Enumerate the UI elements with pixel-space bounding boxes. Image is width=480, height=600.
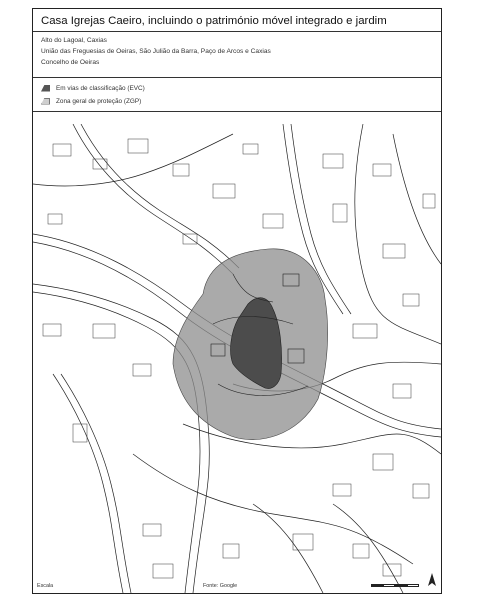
header-divider [33,77,441,78]
map-sheet [32,8,442,594]
zgp-swatch-icon [41,98,50,105]
municipality-line: Concelho de Oeiras [41,59,100,66]
north-arrow-icon [427,573,437,587]
legend-item-evc [41,83,145,93]
evc-swatch-icon [41,85,50,92]
location-line: Alto do Lagoal, Caxias [41,37,107,44]
parish-line: União das Freguesias de Oeiras, São Julião da Barra, Paço de Arcos e Caxias [41,48,271,55]
map-canvas [33,124,441,593]
legend-label-evc: Em vias de classificação (EVC) [56,84,145,92]
map-area[interactable] [33,124,441,593]
map-title: Casa Igrejas Caeiro, incluindo o património móvel integrado e jardim [41,15,387,27]
source-caption: Fonte: Google [203,583,238,589]
legend-label-zgp: Zona geral de proteção (ZGP) [56,97,142,105]
scale-caption: Escala [37,583,54,589]
legend-divider [33,111,441,112]
legend-item-zgp [41,96,141,106]
title-divider [33,31,441,32]
scale-bar [371,584,419,587]
